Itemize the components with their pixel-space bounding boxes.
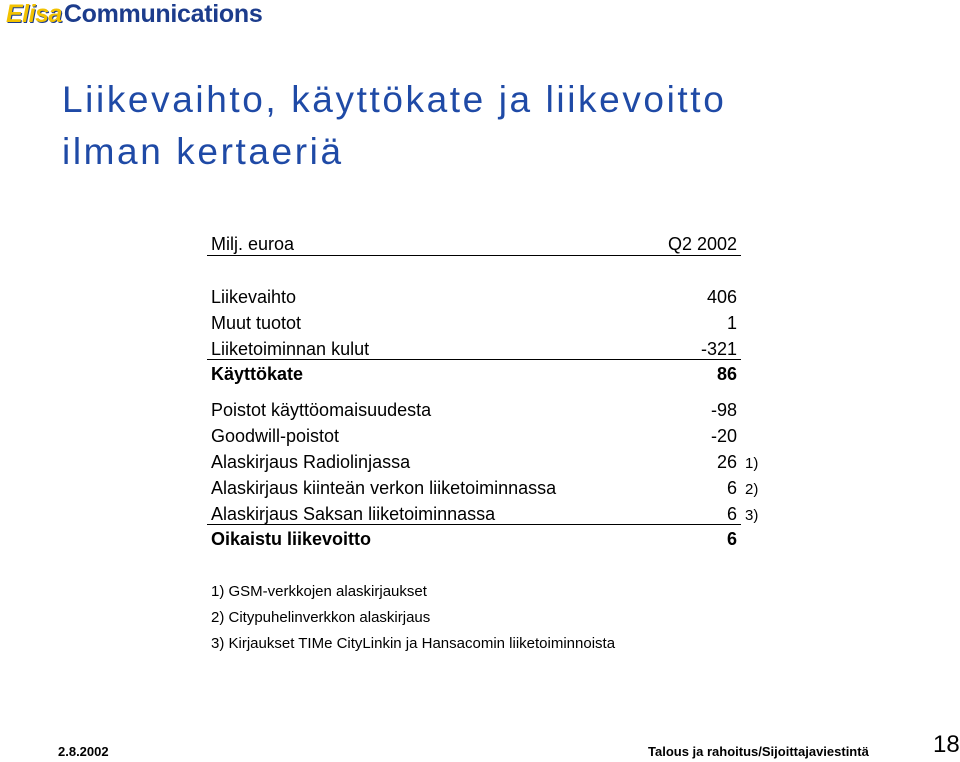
slide-title-line-2: ilman kertaeriä <box>62 131 344 172</box>
table-row-total <box>207 527 741 551</box>
row-value: 6 <box>726 478 737 498</box>
row-footnote-ref: 2) <box>745 481 759 498</box>
row-footnote-ref: 3) <box>745 507 759 524</box>
table-row <box>207 476 759 500</box>
logo-elisa-text: Elisa <box>6 0 62 28</box>
row-label: Liikevaihto <box>211 287 297 307</box>
table-row <box>207 398 741 422</box>
row-label: Alaskirjaus Saksan liiketoiminnassa <box>211 504 496 524</box>
row-label: Käyttökate <box>211 364 304 384</box>
table-row <box>207 450 759 474</box>
row-value: -98 <box>710 400 737 420</box>
table-row <box>207 424 741 448</box>
row-value: 86 <box>716 364 737 384</box>
table-header <box>207 232 741 256</box>
table-row <box>207 311 741 335</box>
page-number: 18 <box>933 731 960 758</box>
elisa-communications-logo <box>6 0 262 30</box>
footer-department: Talous ja rahoitus/Sijoittajaviestintä <box>648 744 869 759</box>
logo-communications-text: Communications <box>63 0 263 28</box>
header-rule <box>207 255 741 256</box>
slide-title <box>62 74 922 178</box>
row-label: Muut tuotot <box>211 313 302 333</box>
header-period-label: Q2 2002 <box>667 234 737 254</box>
row-value: 26 <box>716 452 737 472</box>
total-rule <box>207 524 741 525</box>
row-label: Liiketoiminnan kulut <box>211 339 370 359</box>
row-value: 406 <box>706 287 737 307</box>
row-value: -321 <box>700 339 737 359</box>
footnotes <box>211 582 615 660</box>
footnote-2: 2) Citypuhelinverkkon alaskirjaus <box>211 609 431 626</box>
row-label: Poistot käyttöomaisuudesta <box>211 400 432 420</box>
row-footnote-ref: 1) <box>745 455 759 472</box>
table-row <box>207 285 741 309</box>
row-label: Alaskirjaus Radiolinjassa <box>211 452 411 472</box>
footnote-3: 3) Kirjaukset TIMe CityLinkin ja Hansacomin liiketoiminnoista <box>211 635 616 652</box>
row-value: 6 <box>726 504 737 524</box>
header-unit-label: Milj. euroa <box>211 234 295 254</box>
row-value: 1 <box>726 313 737 333</box>
slide-title-line-1: Liikevaihto, käyttökate ja liikevoitto <box>62 79 727 120</box>
row-label: Alaskirjaus kiinteän verkon liiketoiminnassa <box>211 478 557 498</box>
footer-date: 2.8.2002 <box>58 744 109 759</box>
row-value: 6 <box>726 529 737 549</box>
table-row <box>207 337 741 361</box>
table-row-subtotal <box>207 362 741 386</box>
row-label: Oikaistu liikevoitto <box>211 529 372 549</box>
row-value: -20 <box>710 426 737 446</box>
table-row <box>207 502 759 526</box>
subtotal-rule <box>207 359 741 360</box>
footnote-1: 1) GSM-verkkojen alaskirjaukset <box>211 583 427 600</box>
row-label: Goodwill-poistot <box>211 426 340 446</box>
